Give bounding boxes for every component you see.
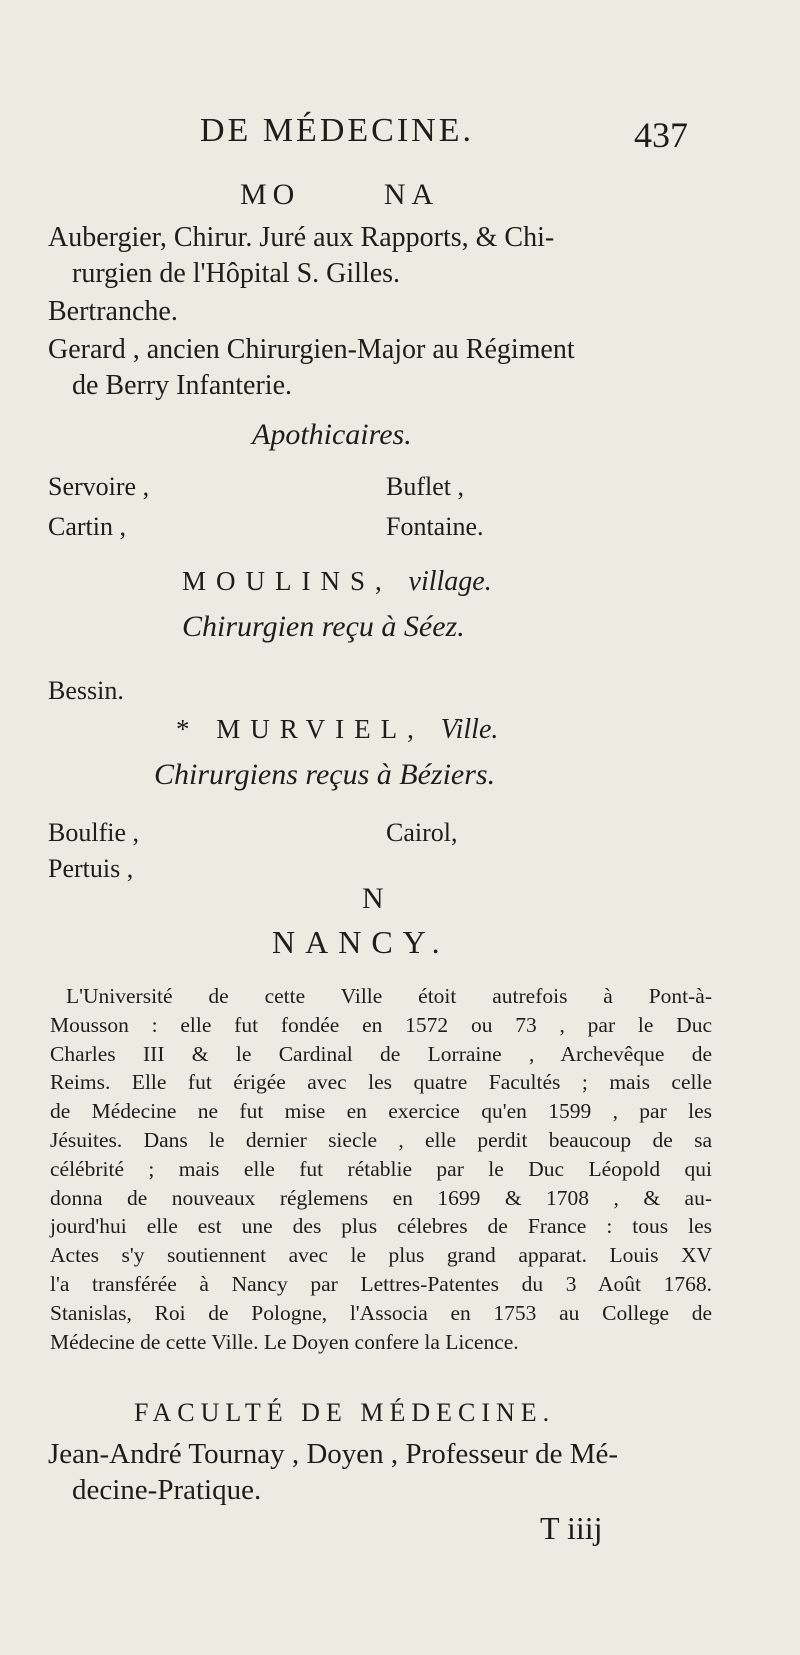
subheading-apothicaires: Apothicaires. xyxy=(252,418,412,451)
paragraph-line: de Médecine ne fut mise en exercice qu'en 1599 , par les xyxy=(50,1099,712,1124)
paragraph-line: Charles III & le Cardinal de Lorraine , Archevêque de xyxy=(50,1041,712,1066)
paragraph-line: Jésuites. Dans le dernier siecle , elle perdit beaucoup de sa xyxy=(50,1127,712,1152)
section-letter-n: N xyxy=(362,882,384,915)
town-name: MOULINS, xyxy=(182,566,392,596)
town-type: Ville. xyxy=(440,714,499,745)
entry-boulfie: Boulfie , xyxy=(48,818,139,847)
apothicaire-cartin: Cartin , xyxy=(48,512,126,541)
paragraph-line: Reims. Elle fut érigée avec les quatre Facultés ; mais celle xyxy=(50,1070,712,1095)
running-header: DE MÉDECINE. xyxy=(200,112,474,149)
town-heading-moulins xyxy=(182,566,492,598)
town-heading-murviel xyxy=(176,714,498,746)
entry-tournay-continued: decine-Pratique. xyxy=(72,1474,262,1506)
town-heading-nancy: NANCY. xyxy=(272,924,450,960)
signature-mark: T iiij xyxy=(540,1510,603,1546)
paragraph-line: Médecine de cette Ville. Le Doyen confere la Licence. xyxy=(50,1329,519,1354)
entry-aubergier: Aubergier, Chirur. Juré aux Rapports, & Chi- xyxy=(48,222,555,253)
town-name: * MURVIEL, xyxy=(176,714,424,744)
apothicaire-buflet: Buflet , xyxy=(386,472,464,501)
faculte-heading: FACULTÉ DE MÉDECINE. xyxy=(134,1398,556,1427)
apothicaire-fontaine: Fontaine. xyxy=(386,512,484,541)
subheading-chirurgiens-beziers: Chirurgiens reçus à Béziers. xyxy=(154,758,496,791)
entry-gerard-continued: de Berry Infanterie. xyxy=(72,370,292,401)
paragraph-line: donna de nouveaux réglemens en 1699 & 1708 , & au- xyxy=(50,1185,712,1210)
entry-aubergier-continued: rurgien de l'Hôpital S. Gilles. xyxy=(72,258,401,289)
section-heading-mona: MO NA xyxy=(240,178,440,211)
entry-tournay: Jean-André Tournay , Doyen , Professeur de Mé- xyxy=(48,1438,619,1470)
nancy-paragraph xyxy=(50,982,712,1356)
paragraph-line: Actes s'y soutiennent avec le plus grand apparat. Louis XV xyxy=(50,1243,712,1268)
subheading-chirurgien-seez: Chirurgien reçu à Séez. xyxy=(182,610,465,643)
page-number: 437 xyxy=(634,115,688,155)
entry-pertuis: Pertuis , xyxy=(48,854,134,883)
paragraph-line: jourd'hui elle est une des plus célebres de France : tous les xyxy=(50,1214,712,1239)
entry-bessin: Bessin. xyxy=(48,676,124,705)
paragraph-line: l'a transférée à Nancy par Lettres-Patentes du 3 Août 1768. xyxy=(50,1271,712,1296)
paragraph-line: célébrité ; mais elle fut rétablie par le Duc Léopold qui xyxy=(50,1156,712,1181)
entry-gerard: Gerard , ancien Chirurgien-Major au Régiment xyxy=(48,334,575,365)
entry-cairol: Cairol, xyxy=(386,818,458,847)
town-type: village. xyxy=(408,566,492,597)
paragraph-line: Stanislas, Roi de Pologne, l'Associa en 1753 au College de xyxy=(50,1300,712,1325)
paragraph-line: L'Université de cette Ville étoit autrefois à Pont-à- xyxy=(66,984,712,1008)
paragraph-line: Mousson : elle fut fondée en 1572 ou 73 , par le Duc xyxy=(50,1012,712,1037)
entry-bertranche: Bertranche. xyxy=(48,296,178,327)
apothicaire-servoire: Servoire , xyxy=(48,472,150,501)
